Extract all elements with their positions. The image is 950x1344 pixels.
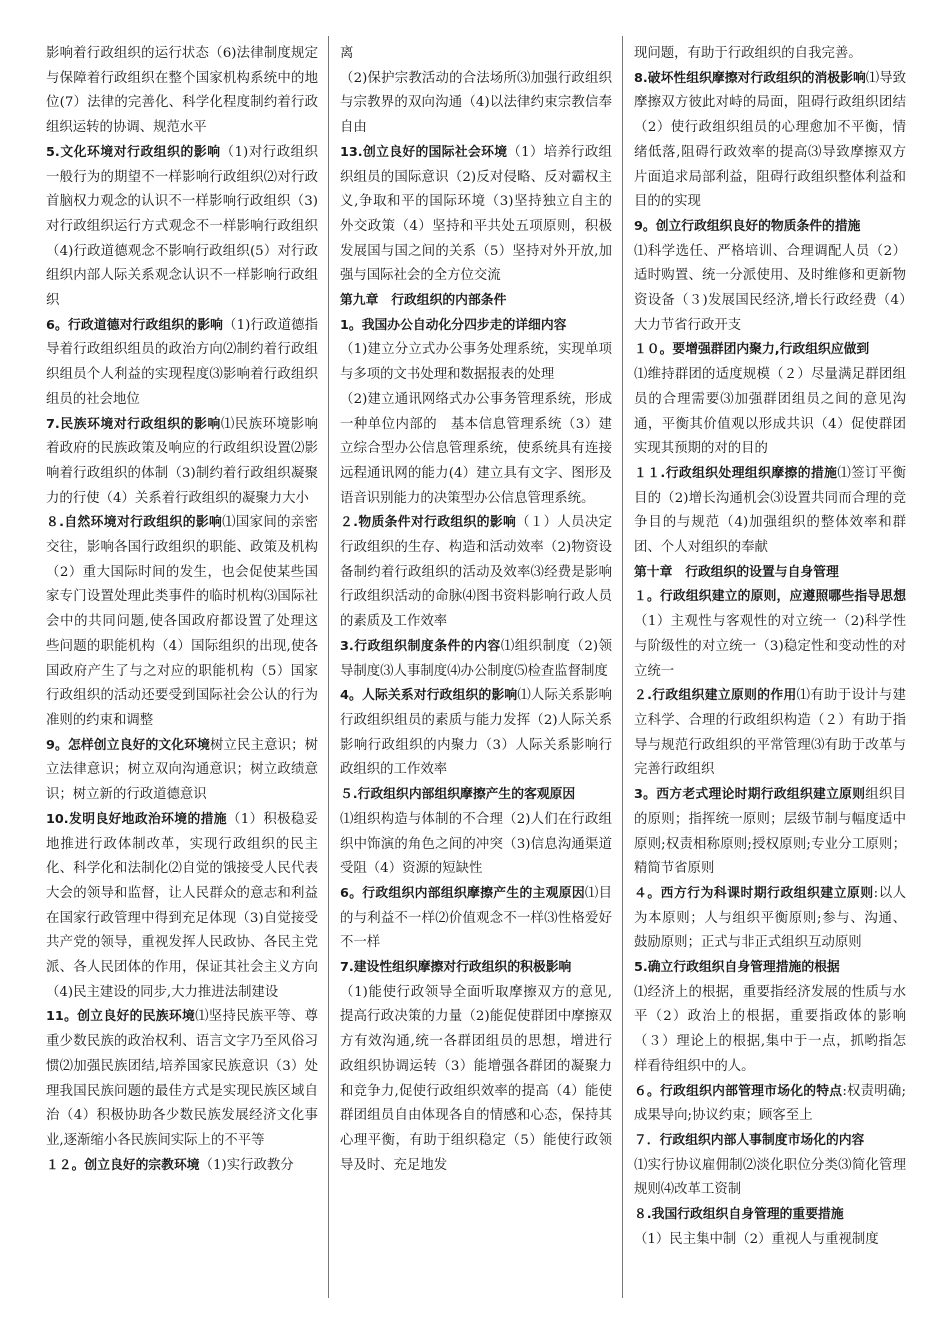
section-body: （2)建立通讯网络式办公事务管理系统，形成一种单位内部的 基本信息管理系统（3）建立综合型办公信息管理系统，使系统具有连接远程通讯网的能力(4）建立具有文字、图形及语音识别能力的决策型办公信息管理系统。	[340, 391, 612, 506]
section-heading: １２。创立良好的宗教环境	[46, 1157, 200, 1173]
body-paragraph	[634, 363, 906, 462]
section-heading: 9。创立行政组织良好的物质条件的措施	[634, 218, 861, 234]
section-body: 现问题，有助于行政组织的自我完善。	[634, 46, 862, 61]
section-heading: ５.行政组织内部组织摩擦产生的客观原因	[340, 787, 576, 803]
section-heading: 6。行政道德对行政组织的影响	[46, 317, 224, 333]
section-paragraph	[340, 783, 612, 808]
section-body: （1)建立分立式办公事务处理系统，实现单项与多项的文书处理和数据报表的处理	[340, 342, 612, 383]
section-body: ⑴科学选任、严格培训、合理调配人员（2）适时购置、统一分派使用、及时维修和更新物资设备（３)发展国民经济,增长行政经费（4）大力节省行政开支	[634, 243, 906, 333]
body-paragraph	[340, 808, 612, 882]
section-paragraph	[634, 67, 906, 215]
section-heading: 3。西方老式理论时期行政组织建立原则	[634, 787, 866, 803]
section-heading: １。行政组织建立的原则，应遵照哪些指导思想	[634, 589, 906, 605]
section-paragraph	[634, 462, 906, 561]
body-paragraph	[340, 981, 612, 1179]
section-paragraph	[46, 511, 318, 733]
section-body: 影响着行政组织的运行状态（6)法律制度规定与保障着行政组织在整个国家机构系统中的地位(7）法律的完善化、科学化程度制约着行政组织运转的协调、规范水平	[46, 46, 318, 136]
section-paragraph	[634, 585, 906, 684]
section-paragraph	[634, 1080, 906, 1129]
section-paragraph	[46, 314, 318, 413]
section-heading: ２.物质条件对行政组织的影响	[340, 515, 517, 531]
section-heading: 6。行政组织内部组织摩擦产生的主观原因	[340, 885, 585, 901]
section-body: ⑴目的与利益不一样⑵价值观念不一样⑶性格爱好不一样	[340, 885, 612, 951]
section-paragraph	[46, 1005, 318, 1153]
column-divider	[622, 36, 623, 1298]
section-paragraph	[634, 783, 906, 882]
section-heading: 1。我国办公自动化分四步走的详细内容	[340, 317, 567, 333]
body-paragraph	[340, 338, 612, 387]
section-paragraph	[340, 141, 612, 289]
body-paragraph	[634, 981, 906, 1080]
section-body: （1)对行政组织一般行为的期望不一样影响行政组织⑵对行政首脑权力观念的认识不一样影响行政组织（3)对行政组织运行方式观念不一样影响行政组织（4)行政道德观念不影响行政组织(5）对行政组织内部人际关系观念认识不一样影响行政组织	[46, 144, 318, 309]
section-heading: ４。西方行为科课时期行政组织建立原则	[634, 885, 874, 901]
section-body: （1）民主集中制（2）重视人与重视制度	[634, 1231, 879, 1247]
section-heading: 7.建设性组织摩擦对行政组织的积极影响	[340, 960, 572, 976]
section-paragraph	[340, 511, 612, 635]
body-paragraph	[340, 42, 612, 67]
section-body: ⑴实行协议雇佣制⑵淡化职位分类⑶简化管理规则⑷改革工资制	[634, 1157, 906, 1198]
section-paragraph	[340, 882, 612, 956]
section-body: 离	[340, 46, 354, 61]
section-heading: 11。创立良好的民族环境	[46, 1009, 196, 1025]
section-body: ⑴维持群团的适度规模（２）尽量满足群团组员的合理需要⑶加强群团组员之间的意见沟通，平衡其价值观以形成共识（4）促使群团实现其预期的对的目的	[634, 367, 906, 457]
section-heading: ７．行政组织内部人事制度市场化的内容	[634, 1132, 865, 1148]
section-paragraph	[634, 684, 906, 783]
section-paragraph	[340, 956, 612, 981]
section-body: （１）人员决定行政组织的生存、构造和活动效率（2)物资设备制约着行政组织的活动及效率⑶经费是影响行政组织活动的命脉⑷图书资料影响行政人员的素质及工作效率	[340, 515, 612, 630]
text-column-left	[46, 42, 318, 1312]
section-paragraph	[340, 314, 612, 339]
text-column-middle	[340, 42, 612, 1312]
section-paragraph	[634, 956, 906, 981]
section-body: :以人为本原则；人与组织平衡原则;参与、沟通、鼓励原则；正式与非正式组织互动原则	[634, 885, 906, 951]
section-heading: 9。怎样创立良好的文化环境	[46, 737, 211, 753]
section-body: 组织目的原则；指挥统一原则；层级节制与幅度适中原则;权责相称原则;授权原则;专业分工原则；精简节省原则	[634, 787, 906, 877]
section-body: ⑴组织制度（2)领导制度⑶人事制度⑷办公制度⑸检查监督制度	[340, 638, 612, 679]
section-paragraph	[634, 882, 906, 956]
body-paragraph	[634, 240, 906, 339]
section-body: ⑴组织构造与体制的不合理（2)人们在行政组织中饰演的角色之间的冲突（3)信息沟通渠道受阻（4）资源的短缺性	[340, 811, 612, 877]
body-paragraph	[634, 1154, 906, 1203]
body-paragraph	[340, 67, 612, 141]
chapter-heading: 第九章 行政组织的内部条件	[340, 293, 507, 309]
section-paragraph	[46, 1154, 318, 1179]
section-body: ⑴国家间的亲密交往，影响各国行政组织的职能、政策及机构（2）重大国际时间的发生，也会促使某些国家专门设置处理此类事件的临时机构⑶国际社会中的共同问题,使各国政府都设置了处理这些问题的职能机构（4）国际组织的出现,使各国政府产生了与之对应的职能机构（5）国家行政组织的活动还要受到国际社会公认的行为准则的约束和调整	[46, 515, 318, 728]
section-paragraph	[340, 635, 612, 684]
section-body: （1)实行政教分	[199, 1157, 294, 1173]
section-heading: 5.确立行政组织自身管理措施的根据	[634, 960, 840, 976]
section-heading: 4。人际关系对行政组织的影响	[340, 688, 518, 704]
section-paragraph	[46, 734, 318, 808]
section-paragraph	[46, 808, 318, 1006]
section-heading: ８.我国行政组织自身管理的重要措施	[634, 1207, 844, 1223]
section-paragraph	[634, 338, 906, 363]
body-paragraph	[46, 42, 318, 141]
section-paragraph	[634, 215, 906, 240]
body-paragraph	[340, 388, 612, 512]
section-body: （1）主观性与客观性的对立统一（2)科学性与阶级性的对立统一（3)稳定性和变动性的对立统一	[634, 614, 906, 679]
section-heading: 8.破坏性组织摩擦对行政组织的消极影响	[634, 70, 866, 86]
section-heading: 10.发明良好地政治环境的措施	[46, 811, 227, 827]
section-body: ⑴经济上的根据，重要指经济发展的性质与水平（2）政治上的根据，重要指政体的影响（３）理论上的根据,集中于一点，抓哟指怎样看待组织中的人。	[634, 984, 906, 1074]
section-body: （1)行政道德指导着行政组织组员的政治方向⑵制约着行政组织组员个人利益的实现程度⑶影响着行政组织组员的社会地位	[46, 317, 318, 407]
section-heading: １１.行政组织处理组织摩擦的措施	[634, 465, 838, 481]
section-body: ⑴民族环境影响着政府的民族政策及响应的行政组织设置⑵影响着行政组织的体制（3)制约着行政组织凝聚力的行使（4）关系着行政组织的凝聚力大小	[46, 416, 318, 506]
section-body: （1）培养行政组织组员的国际意识（2)反对侵略、反对霸权主义,争取和平的国际环境（3)坚持独立自主的外交政策（4）坚持和平共处五项原则，积极发展国与国之间的关系（5）坚持对外开放,加强与国际社会的全方位交流	[340, 144, 612, 284]
section-paragraph	[46, 413, 318, 512]
body-paragraph	[634, 1228, 906, 1253]
section-body: ⑴签订平衡目的（2)增长沟通机会⑶设置共同而合理的竞争目的与规范（4)加强组织的整体效率和群团、个人对组织的奉献	[634, 465, 906, 556]
section-body: （1)能使行政领导全面听取摩擦双方的意见,提高行政决策的力量（2)能促使群团中摩擦双方有效沟通,统一各群团组员的思想，增进行政组织协调运转（3）能增强各群团的凝聚力和竞争力,促使行政组织效率的提高（4）能使群团组员自由体现各自的情感和心态，保持其心理平衡，有助于组织稳定（5）能使行政领导及时、充足地发	[340, 984, 612, 1173]
section-body: ⑴有助于设计与建立科学、合理的行政组织构造（２）有助于指导与规范行政组织的平常管理⑶有助于改革与完善行政组织	[634, 688, 906, 778]
section-body: （2)保护宗教活动的合法场所⑶加强行政组织与宗教界的双向沟通（4)以法律约束宗教信奉自由	[340, 70, 612, 136]
column-divider	[328, 36, 329, 1298]
section-body: ⑴导致摩擦双方彼此对峙的局面，阻碍行政组织团结（2）使行政组织组员的心理愈加不平衡，情绪低落,阻碍行政效率的提高⑶导致摩擦双方片面追求局部利益，阻碍行政组织整体利益和目的的实现	[634, 70, 906, 210]
section-paragraph	[46, 141, 318, 314]
text-column-right	[634, 42, 906, 1312]
section-paragraph	[340, 684, 612, 783]
body-paragraph	[634, 42, 906, 67]
section-paragraph	[634, 1203, 906, 1228]
section-body: （1）积极稳妥地推进行政体制改革，实现行政组织的民主化、科学化和法制化⑵自觉的饿接受人民代表大会的领导和监督，让人民群众的意志和利益在国家行政管理中得到充足体现（3)自觉接受共产党的领导，重视发挥人民政协、各民主党派、各人民团体的作用，保证其社会主义方向（4)民主建设的同步,大力推进法制建设	[46, 811, 318, 1000]
section-heading: ２.行政组织建立原则的作用	[634, 688, 797, 704]
section-body: :权责明确;成果导向;协议约束；顾客至上	[634, 1083, 906, 1124]
section-body: ⑴坚持民族平等、尊重少数民族的政治权利、语言文字乃至风俗习惯⑵加强民族团结,培养国家民族意识（3）处理我国民族问题的最佳方式是实现民族区域自治（4）积极协助各少数民族发展经济文化事业,逐渐缩小各民族间实际上的不平等	[46, 1009, 318, 1148]
section-heading: ８.自然环境对行政组织的影响	[46, 515, 223, 531]
section-heading: 3.行政组织制度条件的内容	[340, 638, 501, 654]
section-heading: ６。行政组织内部管理市场化的特点	[634, 1083, 843, 1099]
section-heading: 7.民族环境对行政组织的影响	[46, 416, 221, 432]
section-heading: 13.创立良好的国际社会环境	[340, 144, 508, 160]
section-body: ⑴人际关系影响行政组织组员的素质与能力发挥（2)人际关系影响行政组织的内聚力（3）人际关系影响行政组织的工作效率	[340, 688, 612, 778]
chapter-heading: 第十章 行政组织的设置与自身管理	[634, 564, 839, 580]
section-heading: １０。要增强群团内聚力,行政组织应做到	[634, 342, 870, 358]
section-body: 树立民主意识；树立法律意识；树立双向沟通意识；树立政绩意识；树立新的行政道德意识	[46, 737, 318, 803]
section-heading: 5.文化环境对行政组织的影响	[46, 144, 221, 160]
section-paragraph	[634, 1129, 906, 1154]
